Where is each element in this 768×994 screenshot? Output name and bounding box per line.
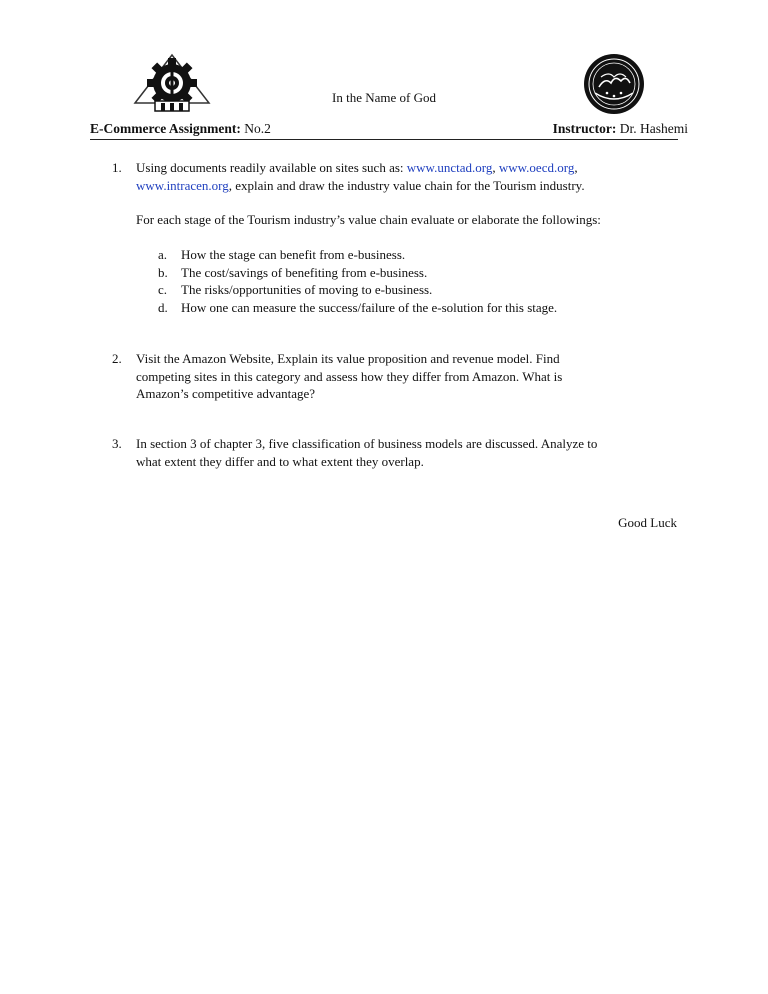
subitem-letter: d. [158, 300, 168, 316]
question-line: Amazon’s competitive advantage? [136, 386, 316, 402]
question-line: In section 3 of chapter 3, five classification of business models are discussed. Analyze to [136, 436, 598, 451]
question-line: Visit the Amazon Website, Explain its value proposition and revenue model. Find [136, 351, 560, 366]
assignment-header [90, 121, 688, 140]
assignment-number: No.2 [244, 121, 271, 136]
subitem-text: The cost/savings of benefiting from e-business. [181, 264, 428, 280]
instructor-label: Instructor: [552, 121, 617, 136]
question-text [136, 159, 686, 229]
question-paragraph: For each stage of the Tourism industry’s value chain evaluate or elaborate the followings: [136, 212, 601, 228]
closing-text: Good Luck [618, 515, 677, 530]
page-heading: In the Name of God [332, 90, 436, 105]
oecd-link[interactable]: www.oecd.org [498, 160, 575, 175]
subitem-letter: c. [158, 282, 168, 298]
question-text-fragment: Using documents readily available on sites such as: [136, 160, 407, 175]
subitem-letter: b. [158, 264, 168, 280]
subitem-c [158, 281, 432, 299]
instructor-info [553, 121, 688, 137]
subitem-a [158, 246, 405, 264]
subitem-text: How one can measure the success/failure of the e-solution for this stage. [181, 300, 558, 316]
question-number: 2. [112, 351, 122, 366]
intracen-link[interactable]: www.intracen.org [136, 177, 229, 193]
subitem-letter: a. [158, 247, 168, 262]
question-line [136, 159, 686, 177]
subitem-text: How the stage can benefit from e-business. [181, 247, 406, 262]
subitem-d [158, 299, 557, 317]
subitem-b [158, 264, 427, 282]
question-line [136, 177, 686, 195]
unctad-link[interactable]: www.unctad.org [406, 160, 493, 175]
assignment-info [90, 121, 271, 137]
question-text-fragment: , explain and draw the industry value chain for the Tourism industry. [228, 177, 585, 193]
question-line: what extent they differ and to what extent they overlap. [136, 453, 424, 469]
question-number: 3. [112, 436, 122, 451]
question-number: 1. [112, 160, 122, 175]
separator: , [574, 160, 578, 175]
separator: , [492, 160, 499, 175]
question-line: competing sites in this category and assess how they differ from Amazon. What is [136, 368, 563, 384]
assignment-label: E-Commerce Assignment: [90, 121, 241, 136]
question-text [136, 435, 696, 470]
instructor-name: Dr. Hashemi [619, 121, 688, 136]
question-text [136, 350, 686, 403]
subitem-text: The risks/opportunities of moving to e-business. [181, 282, 433, 298]
